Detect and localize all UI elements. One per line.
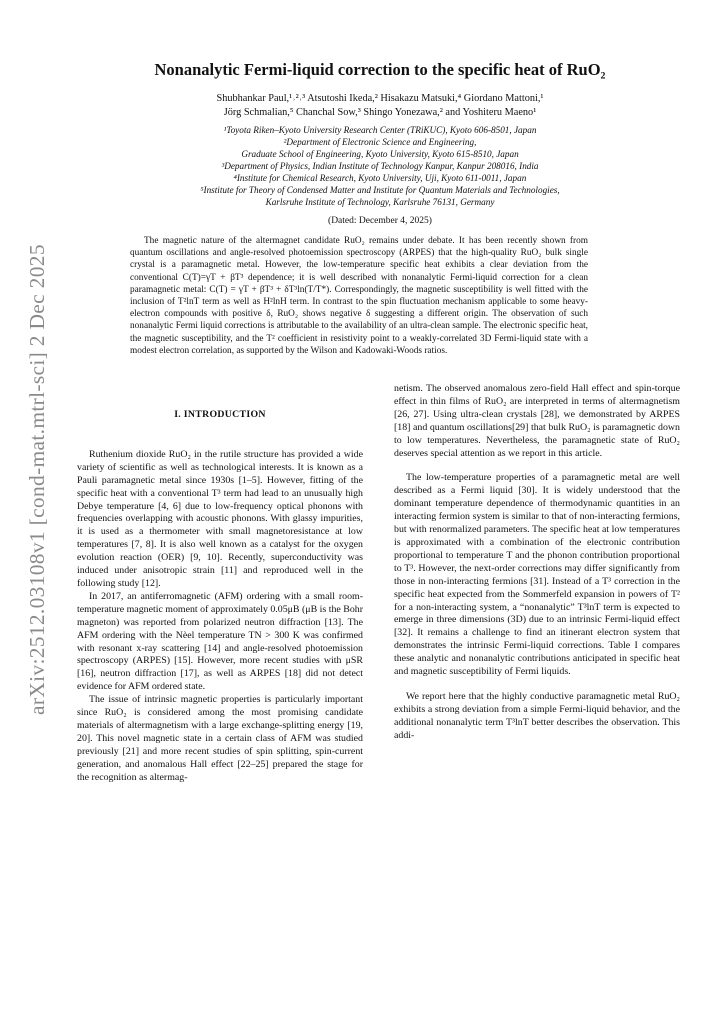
affiliation-line: ¹Toyota Riken–Kyoto University Research Center (TRiKUC), Kyoto 606-8501, Japan xyxy=(223,125,537,135)
affiliation-line: ⁴Institute for Chemical Research, Kyoto University, Uji, Kyoto 611-0011, Japan xyxy=(233,173,527,183)
section-heading: I. INTRODUCTION xyxy=(174,409,266,420)
affiliation-line: ³Department of Physics, Indian Institute of Technology Kanpur, Kanpur 208016, India xyxy=(221,161,539,171)
body-paragraph: We report here that the highly conductive paramagnetic metal RuO₂ exhibits a strong deviation from a simple Fermi-liquid behavior, and the additional nonanalytic term T³lnT better describes the observation. This addi- xyxy=(394,690,680,741)
right-column xyxy=(394,383,680,743)
left-column xyxy=(77,409,363,784)
body-paragraph: In 2017, an antiferromagnetic (AFM) ordering with a small room-temperature magnetic moment of approximately 0.05μB (μB is the Bohr magneton) was reported from polarized neutron diffraction [13]. The AFM ordering with the Nèel temperature TN > 300 K was confirmed with resonant x-ray scattering [14] and angle-resolved photoemission spectroscopy (ARPES) [15]. However, more recent studies with μSR [16], neutron diffraction [17], as well as ARPES [18] did not detect evidence for AFM ordered state. xyxy=(77,590,363,693)
body-paragraph: netism. The observed anomalous zero-field Hall effect and spin-torque effect in thin films of RuO₂ are interpreted in terms of altermagnetism [26, 27]. Using ultra-clean crystals [28], we demonstrated by ARPES [18] and quantum oscillations[29] that bulk RuO₂ is paramagnetic down to low temperatures. Nevertheless, the paramagnetic state of RuO₂ deserves special attention as we report in this article. xyxy=(394,383,680,459)
paper-title: Nonanalytic Fermi-liquid correction to the specific heat of RuO₂ xyxy=(154,60,606,79)
body-paragraph: The low-temperature properties of a paramagnetic metal are well described as a Fermi liquid [30]. It is widely understood that the dominant temperature dependence of thermodynamic quantities in an interacting fermion system is similar to that of non-interacting fermions, but with renormalized parameters. The specific heat at low temperatures is approximated with a combination of the electronic contribution proportional to temperature T and the phonon contribution proportional to T³. However, the next-order corrections may differ significantly from those in non-interacting fermions [31]. Instead of a T³ correction in the specific heat expected from the Sommerfeld expansion in powers of T² for a non-interacting system, a “nonanalytic” T³lnT term is expected to emerge in three dimensions (3D) due to an intrinsic Fermi-liquid effect [32]. It remains a challenge to find an itinerant electron system that demonstrates the intrinsic Fermi-liquid corrections. Table I compares these analytic and nonanalytic contributions anticipated in specific heat and magnetic susceptibility of Fermi liquids. xyxy=(394,472,680,678)
arxiv-identifier-text: arXiv:2512.03108v1 [cond-mat.mtrl-sci] 2 Dec 2025 xyxy=(25,244,49,715)
abstract: The magnetic nature of the altermagnet candidate RuO₂ remains under debate. It has been recently shown from quantum oscillations and angle-resolved photoemission spectroscopy (ARPES) that the high-quality RuO₂ bulk single crystal is a paramagnetic metal. However, the low-temperature specific heat exhibits a clear deviation from the conventional C(T)=γT + βT³ dependence; it is well described with nonanalytic Fermi-liquid correction for a clean paramagnetic metal: C(T) = γT + βT³ + δT³ln(T/T*). Correspondingly, the magnetic susceptibility is well fitted with the inclusion of T²lnT term as well as H²lnH term. In contrast to the spin fluctuation mechanism applicable to some heavy-electron compounds with positive δ, RuO₂ shows negative δ suggesting a different origin. The observation of such nonanalytic Fermi liquid corrections is attributable to the availability of an ultra-clean sample. The electronic specific heat, the magnetic susceptibility, and the T² coefficient in resistivity point to a weakly-correlated 3D Fermi-liquid state with a modest electron correlation, as supported by the Wilson and Kadowaki-Woods ratios. xyxy=(130,236,588,356)
affiliation-line: Karlsruhe Institute of Technology, Karlsruhe 76131, Germany xyxy=(265,197,495,207)
author-line: Shubhankar Paul,¹˒²˒³ Atsutoshi Ikeda,² Hisakazu Matsuki,⁴ Giordano Mattoni,¹ xyxy=(216,93,544,104)
body-paragraph: Ruthenium dioxide RuO₂ in the rutile structure has provided a wide variety of scientific as well as technological interests. It is known as a Pauli paramagnetic metal since 1930s [1–5]. However, fitting of the specific heat with a conventional T³ term had lead to an unusually high Debye temperature [4, 6] due to low-frequency optical phonons with frequencies overlapping with acoustic phonons. With glassy impurities, it is used as a thermometer with small magnetoresistance at low temperatures [7, 8]. It is also well known as a catalyst for the oxygen evolution reaction (OER) [9, 10]. Recently, superconductivity was induced under anisotropic strain [11] and reproduced well in the following study [12]. xyxy=(77,448,363,589)
affiliation-line: ²Department of Electronic Science and Engineering, xyxy=(283,137,477,147)
affiliation-line: ⁵Institute for Theory of Condensed Matter and Institute for Quantum Materials and Technologies, xyxy=(200,185,560,195)
body-paragraph: The issue of intrinsic magnetic properties is particularly important since RuO₂ is considered among the most promising candidate materials of altermagnetism with a large exchange-splitting energy [19, 20]. This novel magnetic state in a certain class of AFM was studied previously [21] and more recent studies of spin splitting, spin-current generation, and anomalous Hall effect [22–25] prepared the stage for the recognition as altermag- xyxy=(77,694,363,783)
dated-line: (Dated: December 4, 2025) xyxy=(328,216,432,226)
arxiv-identifier-stamp xyxy=(20,245,50,715)
affiliation-line: Graduate School of Engineering, Kyoto University, Kyoto 615-8510, Japan xyxy=(241,149,519,159)
author-list xyxy=(90,92,670,119)
affiliation-list xyxy=(90,124,670,208)
author-line: Jörg Schmalian,⁵ Chanchal Sow,³ Shingo Yonezawa,² and Yoshiteru Maeno¹ xyxy=(223,106,537,118)
